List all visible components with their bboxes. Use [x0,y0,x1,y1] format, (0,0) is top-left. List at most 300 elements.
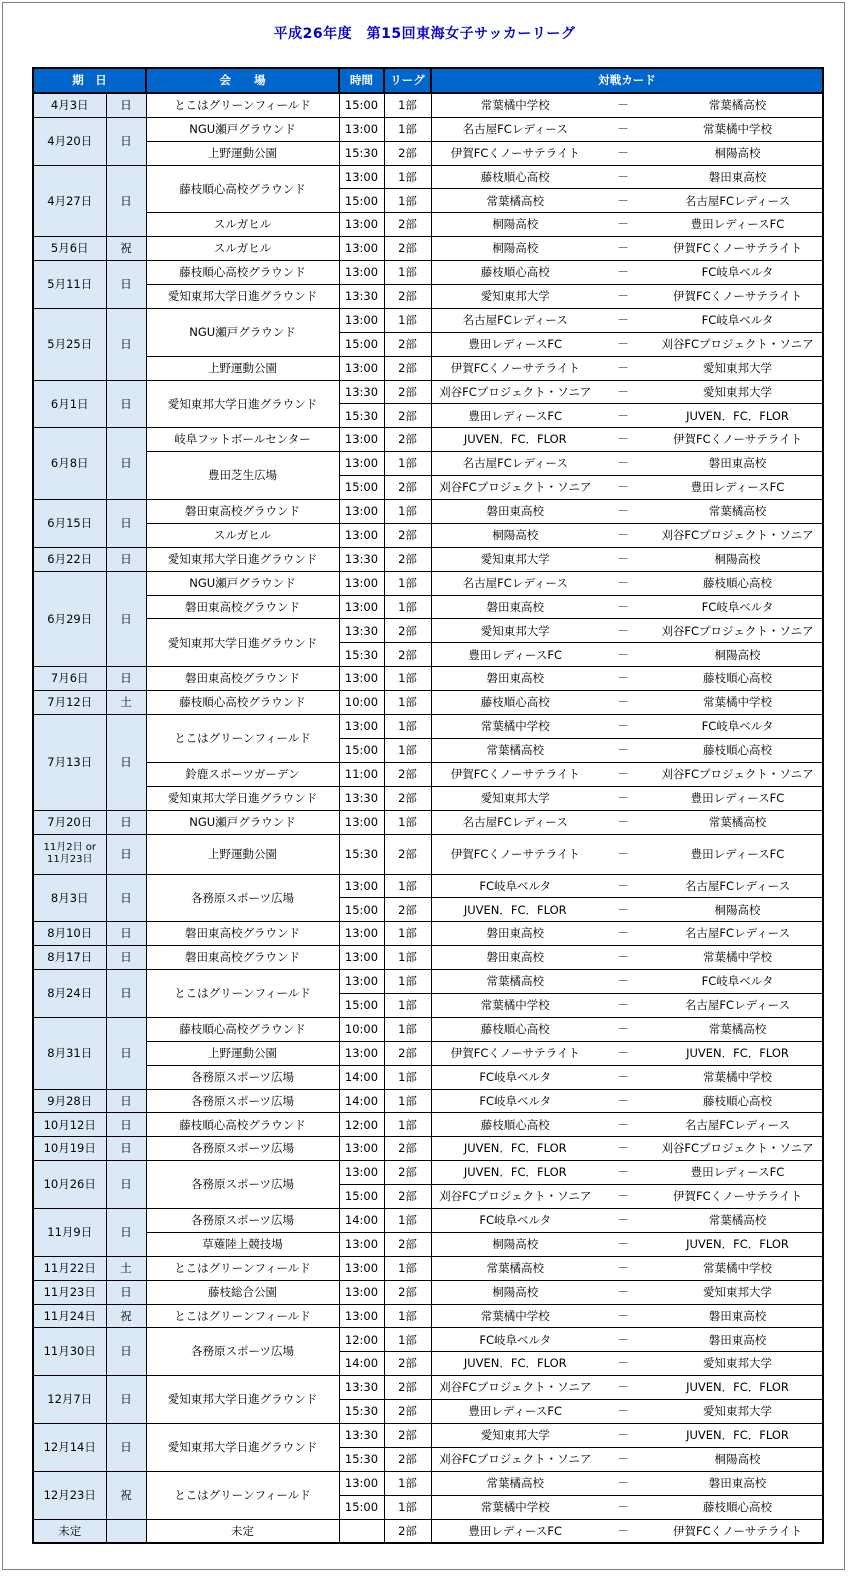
away-team: 名古屋FCレディース [653,1113,823,1137]
away-team: 愛知東邦大学 [653,1352,823,1376]
away-team: JUVEN．FC．FLOR [653,1041,823,1065]
versus-dash: － [593,1017,653,1041]
match-time: 10:00 [339,1017,384,1041]
match-venue: 藤枝順心高校グラウンド [146,165,339,213]
away-team: 刈谷FCプロジェクト・ソニア [653,762,823,786]
match-date: 8月10日 [33,922,106,946]
match-time: 13:00 [339,1161,384,1185]
versus-dash: － [593,476,653,500]
match-league: 1部 [384,500,431,524]
match-date: 8月31日 [33,1017,106,1089]
match-row [33,1256,823,1280]
match-weekday: 日 [106,500,146,548]
home-team: 豊田レディースFC [431,643,593,667]
home-team: 藤枝順心高校 [431,1017,593,1041]
match-venue: スルガヒル [146,213,339,237]
match-row [33,619,823,643]
home-team: 常葉橘中学校 [431,1495,593,1519]
home-team: 常葉橘高校 [431,1471,593,1495]
match-league: 1部 [384,1065,431,1089]
match-date: 10月12日 [33,1113,106,1137]
match-league: 1部 [384,452,431,476]
match-venue: 各務原スポーツ広場 [146,874,339,922]
match-weekday: 日 [106,922,146,946]
match-row [33,285,823,309]
match-venue: 各務原スポーツ広場 [146,1161,339,1209]
match-row [33,1065,823,1089]
match-league: 1部 [384,117,431,141]
match-time: 13:00 [339,922,384,946]
away-team: 藤枝順心高校 [653,571,823,595]
match-row [33,946,823,970]
home-team: 愛知東邦大学 [431,285,593,309]
match-league: 2部 [384,762,431,786]
match-league: 1部 [384,1089,431,1113]
match-row [33,715,823,739]
match-venue: 各務原スポーツ広場 [146,1089,339,1113]
match-venue: 上野運動公園 [146,834,339,874]
away-team: 刈谷FCプロジェクト・ソニア [653,523,823,547]
match-weekday: 日 [106,874,146,922]
match-date: 6月8日 [33,428,106,500]
away-team: 桐陽高校 [653,1447,823,1471]
match-weekday: 日 [106,1137,146,1161]
match-weekday: 日 [106,261,146,309]
versus-dash: － [593,874,653,898]
match-venue: 愛知東邦大学日進グラウンド [146,1423,339,1471]
match-time: 15:30 [339,643,384,667]
versus-dash: － [593,619,653,643]
match-league: 2部 [384,380,431,404]
match-league: 1部 [384,970,431,994]
match-venue: スルガヒル [146,237,339,261]
match-row [33,547,823,571]
match-time: 12:00 [339,1328,384,1352]
away-team: 藤枝順心高校 [653,1495,823,1519]
away-team: 伊賀FCくノーサテライト [653,237,823,261]
versus-dash: － [593,308,653,332]
home-team: 磐田東高校 [431,946,593,970]
match-time: 13:00 [339,1280,384,1304]
match-row [33,523,823,547]
versus-dash: － [593,1113,653,1137]
match-row [33,1089,823,1113]
home-team: 桐陽高校 [431,523,593,547]
versus-dash: － [593,715,653,739]
versus-dash: － [593,898,653,922]
match-time: 13:30 [339,786,384,810]
versus-dash: － [593,1328,653,1352]
match-row [33,356,823,380]
away-team: 磐田東高校 [653,1304,823,1328]
away-team: 常葉橘中学校 [653,1065,823,1089]
versus-dash: － [593,834,653,874]
away-team: 常葉橘中学校 [653,691,823,715]
match-row [33,93,823,117]
match-venue: 磐田東高校グラウンド [146,946,339,970]
versus-dash: － [593,141,653,165]
match-weekday: 日 [106,428,146,500]
versus-dash: － [593,1352,653,1376]
home-team: 常葉橘中学校 [431,1304,593,1328]
match-time: 15:00 [339,93,384,117]
versus-dash: － [593,762,653,786]
away-team: 名古屋FCレディース [653,189,823,213]
match-league: 1部 [384,165,431,189]
match-date: 10月26日 [33,1161,106,1209]
match-weekday: 日 [106,93,146,117]
match-league: 2部 [384,1519,431,1543]
match-date: 11月23日 [33,1280,106,1304]
home-team: FC岐阜ベルタ [431,1065,593,1089]
match-time: 13:30 [339,547,384,571]
match-venue: 愛知東邦大学日進グラウンド [146,285,339,309]
home-team: 藤枝順心高校 [431,1113,593,1137]
match-row [33,141,823,165]
versus-dash: － [593,117,653,141]
match-league: 2部 [384,1161,431,1185]
match-time: 15:00 [339,1495,384,1519]
match-venue: 上野運動公園 [146,141,339,165]
match-league: 1部 [384,93,431,117]
away-team: 磐田東高校 [653,1471,823,1495]
match-row [33,834,823,874]
away-team: 常葉橘中学校 [653,1256,823,1280]
match-row [33,667,823,691]
match-date: 4月20日 [33,117,106,165]
home-team: FC岐阜ベルタ [431,1208,593,1232]
home-team: 桐陽高校 [431,1232,593,1256]
match-venue: NGU瀬戸グラウンド [146,571,339,595]
match-weekday: 日 [106,810,146,834]
match-venue: 磐田東高校グラウンド [146,922,339,946]
match-venue: とこはグリーンフィールド [146,970,339,1018]
match-weekday: 日 [106,1089,146,1113]
match-row [33,874,823,898]
versus-dash: － [593,356,653,380]
away-team: 伊賀FCくノーサテライト [653,1519,823,1543]
match-date: 11月2日 or 11月23日 [33,834,106,874]
match-row [33,1017,823,1041]
home-team: 藤枝順心高校 [431,691,593,715]
match-row [33,1471,823,1495]
away-team: 愛知東邦大学 [653,380,823,404]
versus-dash: － [593,595,653,619]
match-venue: 鈴鹿スポーツガーデン [146,762,339,786]
match-weekday: 日 [106,1423,146,1471]
home-team: 磐田東高校 [431,667,593,691]
match-date: 6月22日 [33,547,106,571]
match-league: 2部 [384,285,431,309]
match-venue: 草薙陸上競技場 [146,1232,339,1256]
match-venue: 藤枝順心高校グラウンド [146,691,339,715]
match-weekday: 日 [106,834,146,874]
match-time: 13:00 [339,715,384,739]
match-time: 15:00 [339,898,384,922]
page-title: 平成26年度 第15回東海女子サッカーリーグ [273,26,576,42]
away-team: 愛知東邦大学 [653,1280,823,1304]
match-league: 1部 [384,1495,431,1519]
match-league: 2部 [384,1352,431,1376]
match-venue: NGU瀬戸グラウンド [146,308,339,356]
match-league: 2部 [384,619,431,643]
versus-dash: － [593,1208,653,1232]
match-venue: 各務原スポーツ広場 [146,1208,339,1232]
match-row [33,762,823,786]
match-date: 11月9日 [33,1208,106,1256]
match-weekday: 日 [106,1376,146,1424]
header-time: 時間 [339,68,384,93]
home-team: 名古屋FCレディース [431,452,593,476]
versus-dash: － [593,1280,653,1304]
match-row [33,1376,823,1400]
match-time: 13:30 [339,380,384,404]
versus-dash: － [593,165,653,189]
away-team: JUVEN．FC．FLOR [653,1232,823,1256]
match-row [33,308,823,332]
match-weekday: 祝 [106,237,146,261]
match-time: 15:00 [339,993,384,1017]
match-venue: 上野運動公園 [146,1041,339,1065]
match-league: 1部 [384,691,431,715]
home-team: 伊賀FCくノーサテライト [431,1041,593,1065]
match-league: 1部 [384,1256,431,1280]
match-time: 13:30 [339,619,384,643]
versus-dash: － [593,1089,653,1113]
home-team: JUVEN．FC．FLOR [431,428,593,452]
home-team: 磐田東高校 [431,595,593,619]
versus-dash: － [593,237,653,261]
away-team: 刈谷FCプロジェクト・ソニア [653,619,823,643]
match-weekday: 日 [106,547,146,571]
match-time: 13:30 [339,1423,384,1447]
match-weekday: 日 [106,380,146,428]
away-team: 常葉橘高校 [653,500,823,524]
match-row [33,237,823,261]
match-date: 9月28日 [33,1089,106,1113]
versus-dash: － [593,922,653,946]
match-time: 13:00 [339,1304,384,1328]
match-weekday: 日 [106,667,146,691]
away-team: 豊田レディースFC [653,213,823,237]
home-team: JUVEN．FC．FLOR [431,898,593,922]
match-venue: 藤枝順心高校グラウンド [146,261,339,285]
match-date: 8月17日 [33,946,106,970]
match-league: 1部 [384,810,431,834]
match-league: 2部 [384,1376,431,1400]
versus-dash: － [593,667,653,691]
home-team: 常葉橘中学校 [431,993,593,1017]
match-league: 2部 [384,141,431,165]
match-time: 13:00 [339,1232,384,1256]
match-date: 5月6日 [33,237,106,261]
away-team: 刈谷FCプロジェクト・ソニア [653,1137,823,1161]
schedule-body [33,93,823,1544]
home-team: 刈谷FCプロジェクト・ソニア [431,380,593,404]
match-time: 13:00 [339,261,384,285]
match-league: 2部 [384,404,431,428]
match-league: 2部 [384,1400,431,1424]
versus-dash: － [593,810,653,834]
match-league: 2部 [384,1232,431,1256]
match-venue: とこはグリーンフィールド [146,1304,339,1328]
home-team: 豊田レディースFC [431,332,593,356]
match-league: 1部 [384,922,431,946]
match-date: 4月3日 [33,93,106,117]
match-date: 11月22日 [33,1256,106,1280]
match-row [33,922,823,946]
header-venue: 会 場 [146,68,339,93]
match-venue: 岐阜フットボールセンター [146,428,339,452]
away-team: 藤枝順心高校 [653,738,823,762]
versus-dash: － [593,1376,653,1400]
match-venue: 未定 [146,1519,339,1543]
versus-dash: － [593,93,653,117]
match-time: 13:00 [339,810,384,834]
match-time: 13:00 [339,356,384,380]
match-time: 13:00 [339,117,384,141]
away-team: 桐陽高校 [653,643,823,667]
match-time: 15:30 [339,834,384,874]
home-team: 愛知東邦大学 [431,786,593,810]
match-date: 4月27日 [33,165,106,237]
away-team: 豊田レディースFC [653,786,823,810]
versus-dash: － [593,1519,653,1543]
versus-dash: － [593,404,653,428]
match-venue: とこはグリーンフィールド [146,1256,339,1280]
match-league: 1部 [384,1208,431,1232]
match-league: 1部 [384,1304,431,1328]
versus-dash: － [593,1423,653,1447]
home-team: 桐陽高校 [431,1280,593,1304]
match-date: 12月23日 [33,1471,106,1519]
match-row [33,428,823,452]
home-team: 桐陽高校 [431,237,593,261]
match-date: 8月24日 [33,970,106,1018]
match-row [33,1519,823,1543]
match-venue: 愛知東邦大学日進グラウンド [146,380,339,428]
match-time: 13:00 [339,595,384,619]
versus-dash: － [593,523,653,547]
versus-dash: － [593,1495,653,1519]
home-team: 常葉橘中学校 [431,715,593,739]
match-row [33,1280,823,1304]
match-time [339,1519,384,1543]
match-time: 13:00 [339,571,384,595]
home-team: 伊賀FCくノーサテライト [431,834,593,874]
match-time: 13:00 [339,1041,384,1065]
away-team: 常葉橘高校 [653,1208,823,1232]
versus-dash: － [593,1161,653,1185]
match-league: 1部 [384,874,431,898]
match-time: 13:00 [339,523,384,547]
match-league: 1部 [384,667,431,691]
match-league: 2部 [384,786,431,810]
match-time: 13:00 [339,874,384,898]
home-team: JUVEN．FC．FLOR [431,1161,593,1185]
versus-dash: － [593,332,653,356]
home-team: 名古屋FCレディース [431,571,593,595]
home-team: 刈谷FCプロジェクト・ソニア [431,1376,593,1400]
match-time: 13:00 [339,213,384,237]
away-team: 常葉橘高校 [653,810,823,834]
match-league: 2部 [384,332,431,356]
away-team: 刈谷FCプロジェクト・ソニア [653,332,823,356]
versus-dash: － [593,380,653,404]
versus-dash: － [593,691,653,715]
versus-dash: － [593,547,653,571]
match-venue: 豊田芝生広場 [146,452,339,500]
header-row [33,68,823,93]
home-team: 藤枝順心高校 [431,261,593,285]
match-weekday: 日 [106,1113,146,1137]
home-team: 常葉橘中学校 [431,93,593,117]
schedule-table [32,67,824,1544]
match-weekday: 日 [106,308,146,380]
match-league: 1部 [384,715,431,739]
home-team: 愛知東邦大学 [431,619,593,643]
versus-dash: － [593,993,653,1017]
match-date: 未定 [33,1519,106,1543]
away-team: 名古屋FCレディース [653,874,823,898]
header-match: 対戦カード [431,68,823,93]
away-team: 伊賀FCくノーサテライト [653,428,823,452]
versus-dash: － [593,285,653,309]
match-date: 10月19日 [33,1137,106,1161]
match-time: 13:00 [339,308,384,332]
match-venue: 愛知東邦大学日進グラウンド [146,547,339,571]
away-team: FC岐阜ベルタ [653,308,823,332]
away-team: FC岐阜ベルタ [653,715,823,739]
match-row [33,165,823,189]
versus-dash: － [593,189,653,213]
match-league: 1部 [384,571,431,595]
match-league: 1部 [384,993,431,1017]
match-row [33,786,823,810]
match-venue: スルガヒル [146,523,339,547]
away-team: 名古屋FCレディース [653,993,823,1017]
match-league: 1部 [384,1471,431,1495]
match-time: 15:30 [339,1447,384,1471]
match-venue: 各務原スポーツ広場 [146,1328,339,1376]
away-team: 常葉橘中学校 [653,117,823,141]
match-row [33,691,823,715]
versus-dash: － [593,1400,653,1424]
match-venue: 磐田東高校グラウンド [146,500,339,524]
home-team: JUVEN．FC．FLOR [431,1137,593,1161]
match-date: 12月14日 [33,1423,106,1471]
match-venue: 各務原スポーツ広場 [146,1065,339,1089]
match-date: 7月12日 [33,691,106,715]
away-team: 豊田レディースFC [653,1161,823,1185]
match-league: 1部 [384,261,431,285]
match-weekday: 日 [106,970,146,1018]
away-team: FC岐阜ベルタ [653,970,823,994]
versus-dash: － [593,1185,653,1209]
match-time: 10:00 [339,691,384,715]
match-time: 13:30 [339,1376,384,1400]
home-team: JUVEN．FC．FLOR [431,1352,593,1376]
away-team: 豊田レディースFC [653,476,823,500]
match-date: 11月24日 [33,1304,106,1328]
versus-dash: － [593,1232,653,1256]
away-team: 桐陽高校 [653,141,823,165]
match-league: 1部 [384,1328,431,1352]
away-team: 桐陽高校 [653,547,823,571]
match-row [33,452,823,476]
match-date: 7月20日 [33,810,106,834]
away-team: 伊賀FCくノーサテライト [653,1185,823,1209]
